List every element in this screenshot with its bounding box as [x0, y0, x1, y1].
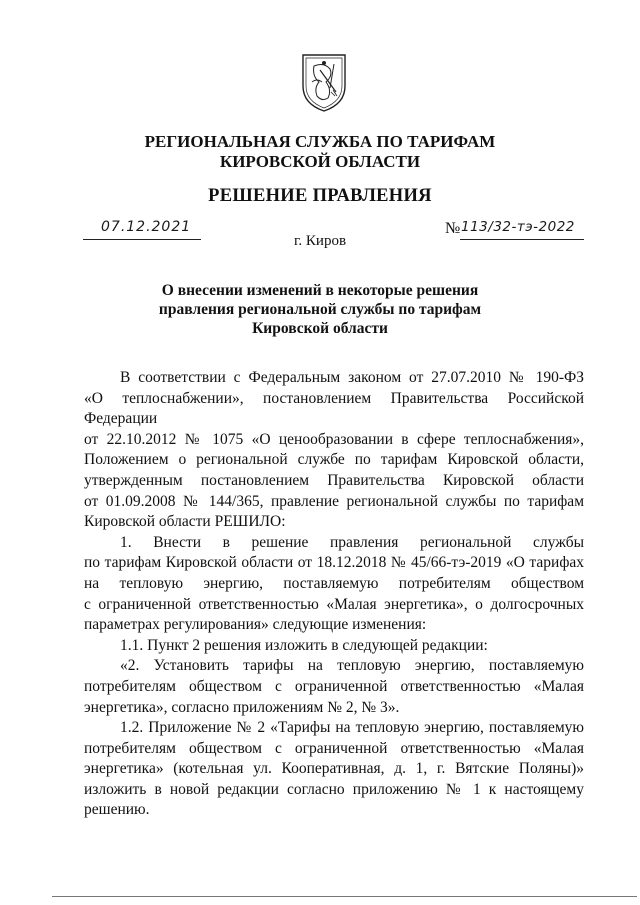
- text-line: 1. Внести в решение правления региональной службы: [120, 533, 584, 551]
- text-line: с ограниченной ответственностью «Малая энергетика», о долгосрочных: [84, 595, 584, 613]
- paragraph-item-1-1: [84, 636, 584, 657]
- text-line: «О теплоснабжении», постановлением Правительства Российской Федерации: [84, 389, 584, 428]
- text-line: решению.: [84, 801, 150, 819]
- text-line: энергетика» (котельная ул. Кооперативная, д. 1, г. Вятские Поляны)»: [84, 760, 584, 778]
- text-line: от 01.09.2008 № 144/365, правление региональной службы по тарифам: [84, 492, 584, 510]
- kirov-coat-of-arms-icon: [300, 52, 348, 114]
- text-line: параметрах регулирования» следующие изменения:: [84, 616, 427, 634]
- text-line: 1.2. Приложение № 2 «Тарифы на тепловую энергию, поставляемую: [120, 719, 584, 737]
- text-line: изложить в новой редакции согласно приложению № 1 к настоящему: [84, 780, 584, 798]
- text-line: потребителям обществом с ограниченной ответственностью «Малая: [84, 739, 584, 757]
- text-line: Положением о региональной службе по тарифам Кировской области,: [84, 451, 584, 469]
- text-line: энергетика», согласно приложениям № 2, № 3».: [84, 698, 400, 716]
- organization-name-line-2: КИРОВСКОЙ ОБЛАСТИ: [219, 152, 421, 171]
- document-body: [84, 368, 584, 821]
- number-sign: №: [445, 220, 461, 237]
- paragraph-item-1-2: [84, 718, 584, 821]
- city-name: г. Киров: [293, 233, 347, 249]
- text-line: «2. Установить тарифы на тепловую энергию, поставляемую: [120, 657, 584, 675]
- organization-name-line-1: РЕГИОНАЛЬНАЯ СЛУЖБА ПО ТАРИФАМ: [144, 132, 496, 151]
- document-number: 113/32-тэ-2022: [461, 219, 575, 235]
- text-line: на тепловую энергию, поставляемую потребителям обществом: [84, 574, 584, 592]
- text-line: от 22.10.2012 № 1075 «О ценообразовании в сфере теплоснабжения»,: [84, 430, 584, 448]
- text-line: 1.1. Пункт 2 решения изложить в следующей редакции:: [120, 636, 488, 654]
- text-line: по тарифам Кировской области от 18.12.2018 № 45/66-тэ-2019 «О тарифах: [84, 554, 584, 572]
- text-line: утвержденным постановлением Правительства Кировской области: [84, 471, 584, 489]
- text-line: Кировской области РЕШИЛО:: [84, 513, 286, 531]
- subject-line-2: правления региональной службы по тарифам: [158, 301, 482, 318]
- paragraph-item-1: [84, 533, 584, 636]
- document-type-title: РЕШЕНИЕ ПРАВЛЕНИЯ: [208, 186, 432, 206]
- paragraph-preamble: [84, 368, 584, 533]
- text-line: потребителям обществом с ограниченной ответственностью «Малая: [84, 677, 584, 695]
- subject-line-3: Кировской области: [252, 320, 388, 337]
- subject-line-1: О внесении изменений в некоторые решения: [161, 282, 479, 299]
- page-bottom-edge: [52, 896, 637, 897]
- paragraph-quoted-item-2: [84, 656, 584, 718]
- text-line: В соответствии с Федеральным законом от 27.07.2010 № 190-ФЗ: [120, 369, 584, 386]
- document-date: 07.12.2021: [101, 219, 192, 235]
